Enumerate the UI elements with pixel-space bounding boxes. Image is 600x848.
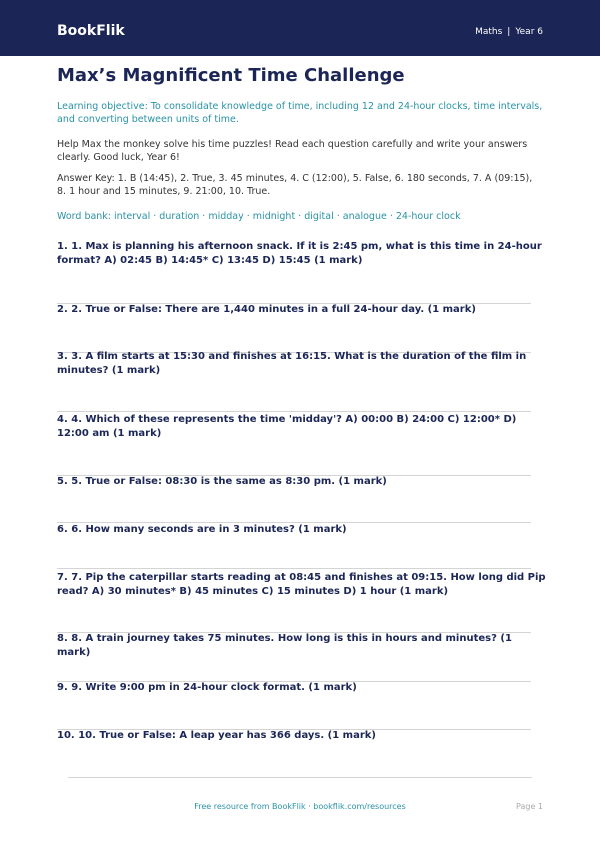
question-7: 7. 7. Pip the caterpillar starts reading at 08:45 and finishes at 09:15. How long did Pip read? A) 30 minutes* B) 45 minutes C) 15 minutes D) 1 hour (1 mark)	[57, 572, 546, 597]
intro-text: Help Max the monkey solve his time puzzles! Read each question carefully and write your answers clearly. Good luck, Year 6!	[57, 139, 528, 163]
footer-divider	[68, 777, 532, 778]
question-8: 8. 8. A train journey takes 75 minutes. How long is this in hours and minutes? (1 mark)	[57, 633, 512, 658]
question-2: 2. 2. True or False: There are 1,440 minutes in a full 24-hour day. (1 mark)	[57, 304, 476, 315]
header-bar	[0, 0, 600, 56]
question-3: 3. 3. A film starts at 15:30 and finishes at 16:15. What is the duration of the film in minutes? (1 mark)	[57, 351, 527, 376]
footer-source-link[interactable]: Free resource from BookFlik · bookflik.com/resources	[194, 802, 406, 811]
learning-objective: Learning objective: To consolidate knowledge of time, including 12 and 24-hour clocks, time intervals, and converting between units of time.	[57, 101, 543, 125]
answer-line-3	[57, 411, 531, 412]
question-6: 6. 6. How many seconds are in 3 minutes? (1 mark)	[57, 524, 347, 535]
question-1: 1. 1. Max is planning his afternoon snack. If it is 2:45 pm, what is this time in 24-hour format? A) 02:45 B) 14:45* C) 13:45 D) 15:45 (1 mark)	[57, 241, 542, 266]
question-10: 10. 10. True or False: A leap year has 366 days. (1 mark)	[57, 730, 376, 741]
answer-line-6	[57, 568, 531, 569]
word-bank: Word bank: interval · duration · midday · midnight · digital · analogue · 24-hour clock	[57, 211, 461, 222]
page-number: Page 1	[516, 802, 543, 811]
header-meta	[475, 26, 543, 38]
question-5: 5. 5. True or False: 08:30 is the same as 8:30 pm. (1 mark)	[57, 476, 387, 487]
answer-key: Answer Key: 1. B (14:45), 2. True, 3. 45 minutes, 4. C (12:00), 5. False, 6. 180 seconds, 7. A (09:15), 8. 1 hour and 15 minutes, 9. 21:00, 10. True.	[57, 173, 533, 197]
question-4: 4. 4. Which of these represents the time 'midday'? A) 00:00 B) 24:00 C) 12:00* D) 12:00 am (1 mark)	[57, 414, 517, 439]
question-9: 9. 9. Write 9:00 pm in 24-hour clock format. (1 mark)	[57, 682, 357, 693]
subject-label: Maths	[475, 27, 503, 37]
header-separator: |	[507, 27, 511, 37]
brand-logo: BookFlik	[57, 23, 125, 39]
page-title: Max’s Magnificent Time Challenge	[57, 65, 405, 86]
year-label: Year 6	[515, 27, 543, 37]
